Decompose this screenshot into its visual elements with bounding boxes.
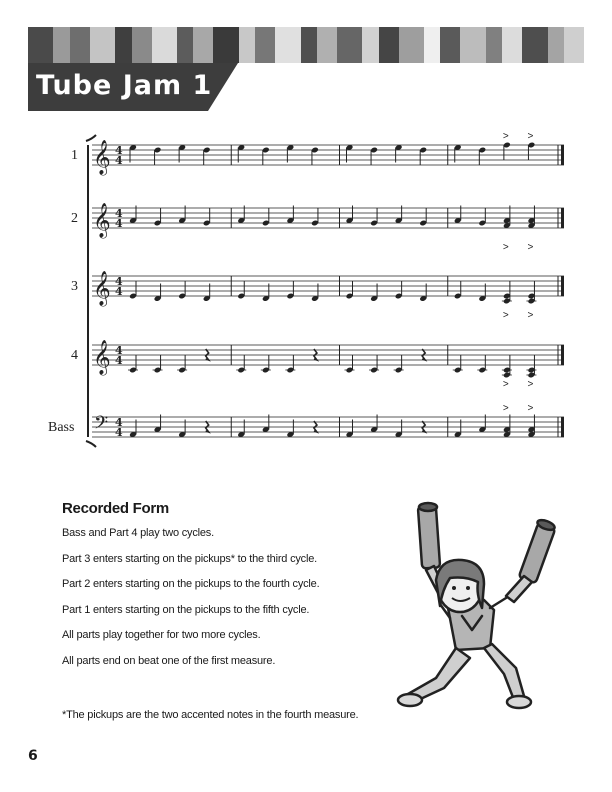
- header-stripe: [424, 27, 440, 63]
- header-stripe: [239, 27, 255, 63]
- bass-clef: 𝄢: [94, 413, 109, 438]
- accent-mark: >: [527, 379, 534, 390]
- recorded-form-line: Part 1 enters starting on the pickups to the fifth cycle.: [62, 603, 310, 616]
- recorded-form-heading: Recorded Form: [62, 500, 169, 517]
- header-stripe: [255, 27, 275, 63]
- footnote: *The pickups are the two accented notes in the fourth measure.: [62, 709, 359, 721]
- accent-mark: >: [502, 379, 509, 390]
- header-stripe: [460, 27, 485, 63]
- quarter-rest: [206, 421, 209, 432]
- kid-with-tubes-illustration: [378, 498, 578, 728]
- time-signature-top: 4: [115, 344, 123, 357]
- accent-mark: >: [502, 403, 509, 414]
- header-stripe: [502, 27, 522, 63]
- time-signature-top: 4: [115, 275, 123, 288]
- recorded-form-line: Bass and Part 4 play two cycles.: [62, 527, 214, 539]
- header-stripe: [317, 27, 337, 63]
- part-label: 4: [71, 348, 78, 363]
- accent-mark: >: [527, 242, 534, 253]
- part-label: 2: [71, 211, 78, 226]
- system-bracket-bottom: [86, 441, 96, 447]
- quarter-rest: [422, 349, 425, 360]
- time-signature-bottom: 4: [115, 354, 123, 367]
- music-score: [40, 125, 580, 460]
- header-stripe: [564, 27, 584, 63]
- title-banner: [28, 63, 238, 111]
- recorded-form-section: [62, 500, 392, 679]
- time-signature-bottom: 4: [115, 426, 123, 439]
- header-stripe: [152, 27, 177, 63]
- quarter-rest: [422, 421, 425, 432]
- quarter-rest: [206, 349, 209, 360]
- header-stripe: [53, 27, 69, 63]
- header-stripe: [337, 27, 362, 63]
- header-stripe: [90, 27, 115, 63]
- accent-mark: >: [527, 131, 534, 142]
- header-stripe: [522, 27, 547, 63]
- header-stripe: [440, 27, 460, 63]
- recorded-form-line: All parts play together for two more cycles.: [62, 629, 261, 641]
- recorded-form-line: Part 2 enters starting on the pickups to the fourth cycle.: [62, 578, 320, 590]
- page-number: 6: [28, 748, 38, 764]
- recorded-form-line: Part 3 enters starting on the pickups* to the third cycle.: [62, 552, 317, 565]
- header-stripe: [379, 27, 399, 63]
- treble-clef: 𝄞: [93, 203, 111, 238]
- header-stripe: [548, 27, 564, 63]
- treble-clef: 𝄞: [93, 340, 111, 375]
- time-signature-top: 4: [115, 207, 123, 220]
- part-label: Bass: [48, 420, 75, 435]
- accent-mark: >: [527, 403, 534, 414]
- time-signature-bottom: 4: [115, 217, 123, 230]
- header-stripe: [213, 27, 238, 63]
- header-stripe: [177, 27, 193, 63]
- recorded-form-line: All parts end on beat one of the first measure.: [62, 654, 276, 667]
- time-signature-bottom: 4: [115, 154, 123, 167]
- header-stripe: [362, 27, 378, 63]
- header-stripe: [115, 27, 131, 63]
- page-title: Tube Jam 1: [36, 70, 213, 101]
- header-stripe: [275, 27, 300, 63]
- header-stripe: [399, 27, 424, 63]
- header-stripe: [301, 27, 317, 63]
- time-signature-bottom: 4: [115, 285, 123, 298]
- treble-clef: 𝄞: [93, 140, 111, 175]
- time-signature-top: 4: [115, 144, 123, 157]
- accent-mark: >: [502, 310, 509, 321]
- header-stripe: [28, 27, 53, 63]
- time-signature-top: 4: [115, 416, 123, 429]
- header-stripe-band: [28, 27, 584, 63]
- part-label: 3: [71, 279, 78, 294]
- header-stripe: [193, 27, 213, 63]
- header-stripe: [132, 27, 152, 63]
- treble-clef: 𝄞: [93, 271, 111, 306]
- header-stripe: [70, 27, 90, 63]
- quarter-rest: [314, 421, 317, 432]
- header-stripe: [486, 27, 502, 63]
- accent-mark: >: [527, 310, 534, 321]
- part-label: 1: [71, 148, 78, 163]
- accent-mark: >: [502, 242, 509, 253]
- quarter-rest: [314, 349, 317, 360]
- accent-mark: >: [502, 131, 509, 142]
